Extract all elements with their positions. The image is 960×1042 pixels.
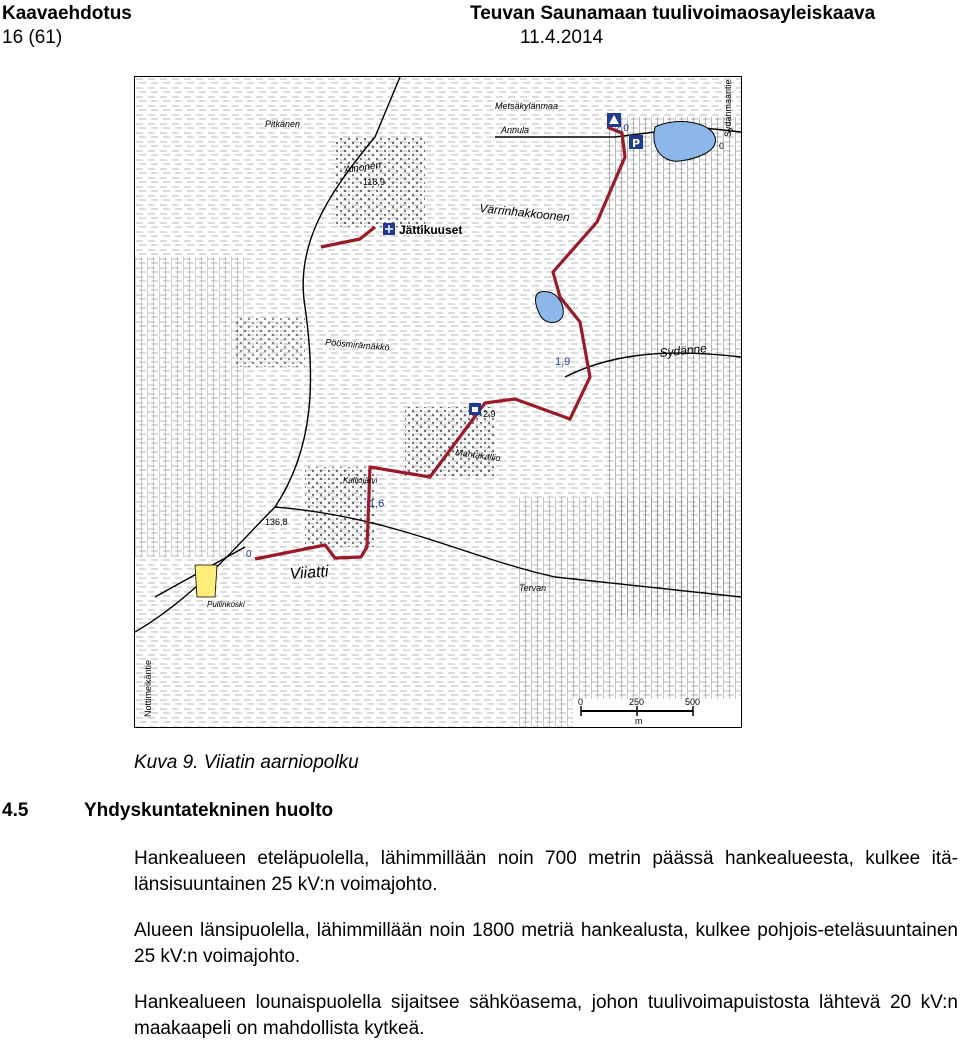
hut-icon <box>469 403 481 415</box>
paragraph-2: Alueen länsipuolella, lähimmillään noin 1800 metriä hankealusta, kulkee pohjois-eteläsuuntainen 25 kV:n voimajohto. <box>134 920 958 967</box>
marker-end: 2,0 <box>615 123 629 134</box>
marker-start: 0 <box>246 549 252 560</box>
marker-p1: 0 <box>719 141 725 151</box>
document-date: 11.4.2014 <box>520 27 604 48</box>
paragraph-3: Hankealueen lounaispuolella sijaitsee sähköasema, johon tuulivoimapuistosta lähtevä 20 kV:n maakaapeli on mahdollista kytkeä. <box>134 992 958 1039</box>
trail-map <box>134 76 742 728</box>
label-tervan: Tervan <box>519 583 547 593</box>
label-kalliojarvi: Kalliojärvi <box>343 476 378 485</box>
distance-2: 1,6 <box>369 498 385 510</box>
section-heading <box>2 800 333 822</box>
svg-text:P: P <box>632 137 641 150</box>
scale-unit: m <box>635 716 643 726</box>
forest-texture <box>135 77 741 727</box>
elevation-1: 118,9 <box>363 177 385 187</box>
scale-tick-250: 250 <box>629 697 645 707</box>
header-left <box>2 2 132 50</box>
scale-tick-0: 0 <box>578 697 584 707</box>
section-number: 4.5 <box>2 800 29 821</box>
marker-p2: 2,9 <box>483 409 496 419</box>
label-annula: Annula <box>501 125 530 135</box>
document-title: Teuvan Saunamaan tuulivoimaosayleiskaava <box>470 3 876 24</box>
label-viiatti: Viiatti <box>289 563 330 583</box>
distance-1: 1,9 <box>555 356 571 368</box>
figure-caption: Kuva 9. Viiatin aarniopolku <box>134 752 359 773</box>
label-varrinhakkoonen: Värrinhakkoonen <box>478 201 571 225</box>
paragraph-1: Hankealueen eteläpuolella, lähimmillään noin 700 metrin päässä hankealueesta, kulkee itä-länsisuuntainen 25 kV:n voimajohto. <box>134 848 958 895</box>
header-right <box>470 2 875 50</box>
label-paasmark: Pöösmirämäkkö <box>324 337 390 353</box>
label-road-west: Nottimeikäntie <box>143 659 153 717</box>
section-title: Yhdyskuntatekninen huolto <box>84 800 334 821</box>
scale-tick-500: 500 <box>685 697 701 707</box>
scale-bar <box>573 697 741 727</box>
label-pitkanen: Pitkänen <box>265 119 301 129</box>
sight-icon <box>383 223 395 235</box>
label-sydanne: Sydänne <box>658 341 708 360</box>
label-road-east: Sydänmaantie <box>723 79 733 137</box>
study-area <box>195 565 217 597</box>
label-jattikuuset: Jättikuuset <box>399 223 463 237</box>
label-metsakylanmaa: Metsäkylänmaa <box>495 101 559 111</box>
parking-icon <box>629 135 643 150</box>
elevation-2: 136,8 <box>265 517 288 527</box>
label-pullinkoski: Pullinkoski <box>207 600 245 609</box>
document-type: Kaavaehdotus <box>2 3 132 24</box>
label-niitty: Mantakallio <box>454 447 502 464</box>
page-number: 16 (61) <box>2 27 63 48</box>
label-aimonen: Ainonen <box>343 159 382 176</box>
